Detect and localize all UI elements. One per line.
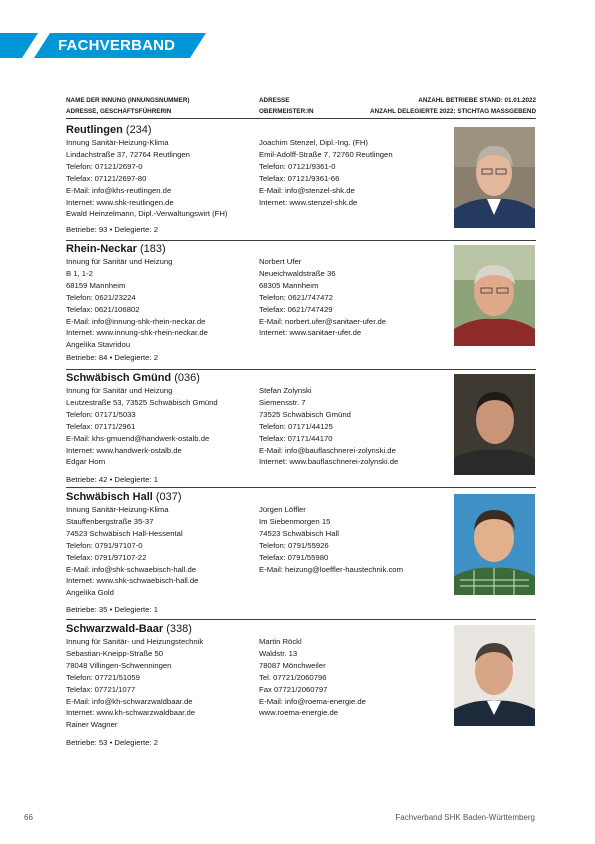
entry-line: Tel. 07721/2060796 (259, 672, 327, 682)
entry-name: Schwäbisch Gmünd (66, 372, 172, 384)
entry-number: (037) (155, 491, 182, 503)
entry-line: Ewald Heinzelmann, Dipl.-Verwaltungswirt (FH) (66, 209, 228, 219)
entry-left-column (66, 385, 218, 468)
entry-schwaebisch-gmuend (66, 371, 536, 484)
entry-line: Telefax: 07121/9361-66 (259, 173, 340, 183)
colhead-delegates: ANZAHL DELEGIERTE 2022: STICHTAG MASSGEBEND (370, 107, 536, 115)
entry-line: 68305 Mannheim (259, 280, 319, 290)
entry-line: E-Mail: info@bauflaschnerei-zolynski.de (259, 445, 396, 455)
entry-line: Lindachstraße 37, 72764 Reutlingen (66, 149, 190, 159)
entry-right-column (259, 385, 398, 468)
entry-line: Rainer Wagner (66, 720, 118, 730)
portrait-photo (454, 625, 535, 726)
colhead-name: NAME DER INNUNG (INNUNGSNUMMER) (66, 97, 190, 104)
entry-line: Internet: www.shk-reutlingen.de (66, 197, 174, 207)
entry-line: Sebastian-Kneipp-Straße 50 (66, 648, 164, 658)
entry-line: Innung für Sanitär und Heizung (66, 257, 173, 266)
entry-line: Telefax: 0621/747429 (259, 304, 333, 314)
entry-line: Innung Sanitär-Heizung-Klima (66, 138, 169, 147)
entry-line: 68159 Mannheim (66, 280, 126, 290)
entry-stats: Betriebe: 93 • Delegierte: 2 (66, 225, 159, 234)
entry-right-column (259, 256, 386, 339)
footer-organization: Fachverband SHK Baden-Württemberg (395, 813, 535, 822)
entry-line: Stauffenbergstraße 35-37 (66, 516, 154, 526)
portrait-photo (454, 494, 535, 595)
colhead-manager: ADRESSE, GESCHÄFTSFÜHRERIN (66, 107, 172, 115)
entry-line: Innung Sanitär-Heizung-Klima (66, 505, 169, 514)
divider (66, 619, 536, 620)
entry-line: Telefon: 0621/747472 (259, 292, 333, 302)
entry-line: Telefax: 0791/97107-22 (66, 552, 147, 562)
entry-stats: Betriebe: 35 • Delegierte: 1 (66, 605, 159, 614)
divider (66, 118, 536, 119)
entry-stats: Betriebe: 53 • Delegierte: 2 (66, 738, 159, 747)
entry-line: Edgar Horn (66, 457, 106, 467)
entry-line: Waldstr. 13 (259, 648, 298, 658)
entry-line: E-Mail: info@kh-schwarzwaldbaar.de (66, 696, 193, 706)
entry-line: Stefan Zolynski (259, 386, 312, 395)
entry-line: Innung für Sanitär- und Heizungstechnik (66, 637, 204, 646)
entry-line: Telefon: 07721/51059 (66, 672, 140, 682)
entry-line: Angelika Stavridou (66, 340, 131, 350)
portrait-photo (454, 374, 535, 475)
entry-line: Siemensstr. 7 (259, 397, 306, 407)
divider (66, 240, 536, 241)
entry-line: Fax 07721/2060797 (259, 684, 328, 694)
entry-line: Angelika Gold (66, 588, 114, 598)
entry-left-column (66, 256, 208, 351)
entry-line: Internet: www.kh-schwarzwaldbaar.de (66, 708, 196, 718)
entry-line: Telefon: 07121/2697-0 (66, 161, 143, 171)
entry-line: E-Mail: info@innung-shk-rhein-neckar.de (66, 316, 206, 326)
entry-line: Jürgen Löffler (259, 505, 306, 514)
entry-schwarzwald-baar (66, 622, 536, 752)
entry-reutlingen (66, 123, 536, 238)
portrait-photo (454, 245, 535, 346)
colhead-master: OBERMEISTER:IN (259, 107, 314, 115)
colhead-count: ANZAHL BETRIEBE STAND: 01.01.2022 (418, 97, 536, 104)
entry-right-column (259, 504, 403, 575)
entry-left-column (66, 636, 203, 731)
entry-line: E-Mail: khs-gmuend@handwerk-ostalb.de (66, 433, 210, 443)
entry-right-column (259, 137, 393, 208)
entry-line: E-Mail: heizung@loeffler-haustechnik.com (259, 564, 403, 574)
entry-line: www.roema-energie.de (259, 708, 339, 718)
entry-line: Telefax: 07121/2697-80 (66, 173, 147, 183)
entry-left-column (66, 137, 228, 220)
divider (66, 369, 536, 370)
entry-stats: Betriebe: 42 • Delegierte: 1 (66, 475, 159, 484)
entry-right-column (259, 636, 366, 719)
entry-line: B 1, 1-2 (66, 268, 93, 278)
entry-number: (234) (125, 124, 152, 136)
entry-line: Internet: www.innung-shk-rhein-neckar.de (66, 328, 208, 338)
entry-line: Telefon: 07171/44125 (259, 421, 333, 431)
entry-rhein-neckar (66, 242, 536, 367)
entry-name: Reutlingen (66, 124, 123, 136)
entry-line: Telefon: 0791/55926 (259, 540, 329, 550)
entry-number: (338) (166, 623, 192, 635)
entry-line: Telefon: 07171/5033 (66, 409, 136, 419)
entry-line: E-Mail: info@khs-reutlingen.de (66, 185, 172, 195)
entry-number: (183) (139, 243, 166, 255)
entry-line: Leutzestraße 53, 73525 Schwäbisch Gmünd (66, 397, 218, 407)
entry-line: E-Mail: info@stenzel-shk.de (259, 185, 355, 195)
entry-line: Telefon: 0621/23224 (66, 292, 136, 302)
entry-line: Joachim Stenzel, Dipl.-Ing. (FH) (259, 138, 368, 147)
entry-line: 78048 Villingen-Schwenningen (66, 660, 172, 670)
entry-line: E-Mail: info@roema-energie.de (259, 696, 366, 706)
entry-name: Rhein-Neckar (66, 243, 137, 255)
entry-line: Telefax: 07171/44170 (259, 433, 333, 443)
entry-line: Norbert Ufer (259, 257, 302, 266)
entry-line: Internet: www.sanitaer-ufer.de (259, 328, 362, 338)
column-headers (66, 96, 536, 117)
entry-line: Telefax: 0621/106802 (66, 304, 140, 314)
entry-line: E-Mail: info@shk-schwaebisch-hall.de (66, 564, 197, 574)
entry-line: Im Siebenmorgen 15 (259, 516, 331, 526)
colhead-address: ADRESSE (259, 97, 290, 104)
page-number: 66 (24, 813, 33, 822)
divider (66, 487, 536, 488)
entry-line: Emil-Adolff-Straße 7, 72760 Reutlingen (259, 149, 393, 159)
entry-line: Telefax: 07171/2961 (66, 421, 136, 431)
entry-line: Telefax: 0791/55980 (259, 552, 329, 562)
entry-line: Martin Röckl (259, 637, 302, 646)
entry-line: 74523 Schwäbisch Hall (259, 528, 339, 538)
entry-line: 73525 Schwäbisch Gmünd (259, 409, 351, 419)
entry-line: Internet: www.stenzel-shk.de (259, 197, 358, 207)
entry-line: Internet: www.handwerk-ostalb.de (66, 445, 182, 455)
entry-name: Schwarzwald-Baar (66, 623, 164, 635)
entry-line: 74523 Schwäbisch Hall-Hessental (66, 528, 183, 538)
entry-line: Neueichwaldstraße 36 (259, 268, 336, 278)
section-title: FACHVERBAND (58, 37, 176, 54)
entry-line: Telefon: 0791/97107-0 (66, 540, 143, 550)
entry-left-column (66, 504, 198, 599)
entry-number: (036) (174, 372, 200, 384)
entry-line: Telefon: 07121/9361-0 (259, 161, 336, 171)
entry-stats: Betriebe: 84 • Delegierte: 2 (66, 353, 159, 362)
entry-line: Internet: www.shk-schwaebisch-hall.de (66, 576, 199, 586)
entry-name: Schwäbisch Hall (66, 491, 153, 503)
entry-line: Innung für Sanitär und Heizung (66, 386, 173, 395)
portrait-photo (454, 127, 535, 228)
entry-schwaebisch-hall (66, 490, 536, 615)
entry-line: Internet: www.bauflaschnerei-zolynski.de (259, 457, 399, 467)
entry-line: 78087 Mönchweiler (259, 660, 326, 670)
entry-line: Telefax: 07721/1077 (66, 684, 136, 694)
entry-line: E-Mail: norbert.ufer@sanitaer-ufer.de (259, 316, 387, 326)
